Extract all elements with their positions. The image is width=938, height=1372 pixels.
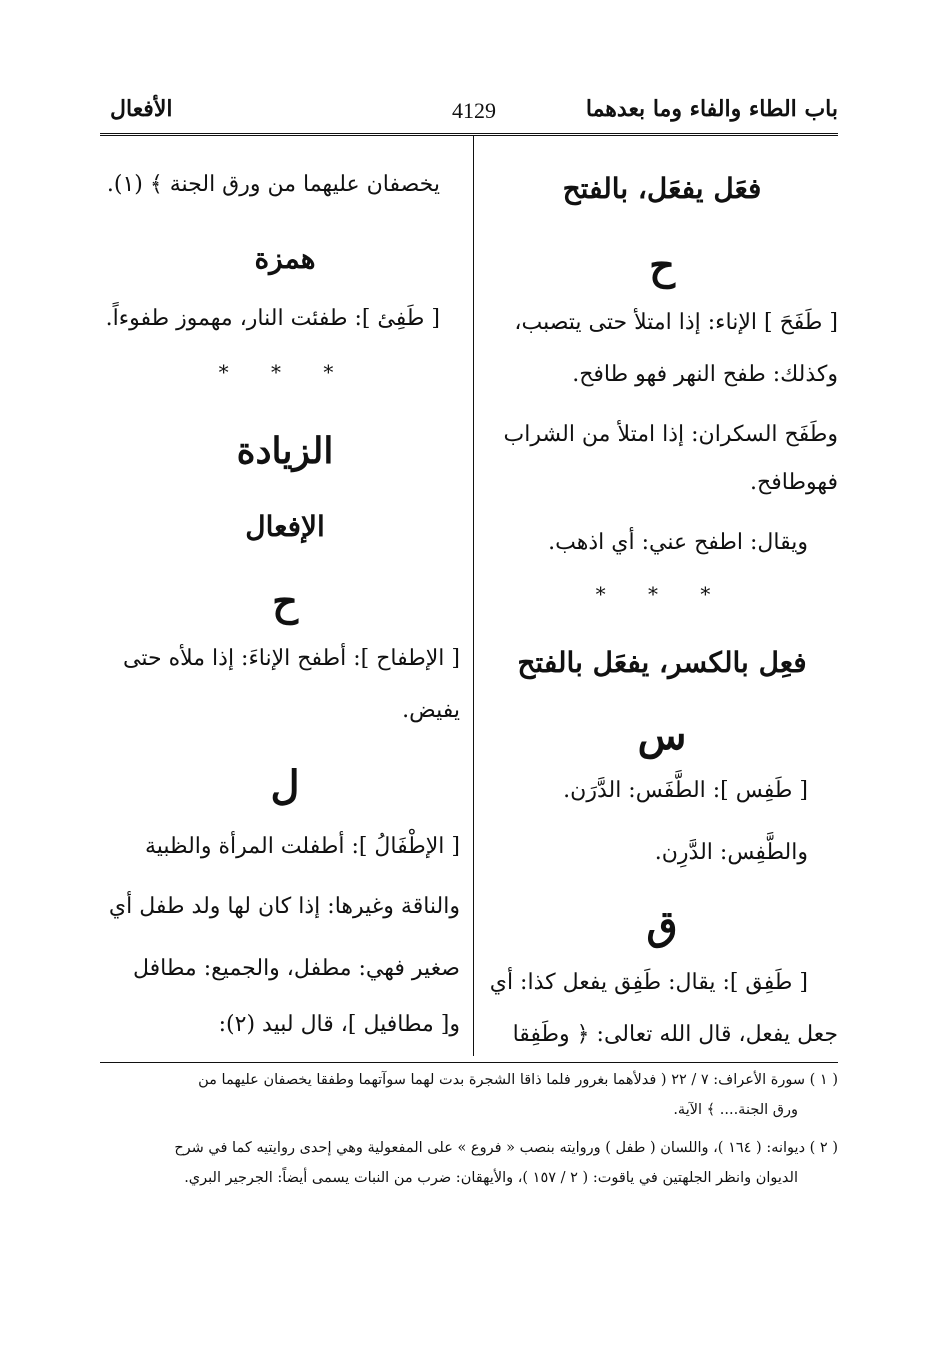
footnote-2: ( ٢ ) ديوانه: ( ١٦٤ )، واللسان ( طفل ) وروايته بنصب « فروع » على المفعولية وهي إحدى روايتيه كما في شرح <box>174 1140 838 1156</box>
entry-line: والطَّفِس: الدَّرِن. <box>654 840 808 865</box>
entry-line: يفيض. <box>402 698 460 723</box>
letter-heading-lam: ل <box>270 762 300 809</box>
section-separator-stars: * * * <box>218 360 352 384</box>
entry-line: جعل يفعل، قال الله تعالى: ﴿ وطَفِقا <box>512 1022 838 1047</box>
entry-itfal: [ الإطْفَالُ ]: أطفلت المرأة والظبية <box>144 834 460 859</box>
header-rule <box>100 133 838 136</box>
entry-line: والناقة وغيرها: إذا كان لها ولد طفل أي <box>108 894 460 919</box>
running-header-section: الأفعال <box>110 96 173 122</box>
letter-heading-ha: ح <box>649 242 675 289</box>
entry-tafaha: [ طَفَحَ ] الإناء: إذا امتلأ حتى يتصبب، <box>514 310 838 335</box>
letter-heading-qaf: ق <box>646 902 678 949</box>
entry-tafiqa: [ طَفِق ]: يقال: طَفِق يفعل كذا: أي <box>489 970 808 995</box>
entry-line: ويقال: اطفح عني: أي اذهب. <box>548 530 808 555</box>
section-heading-hamza: همزة <box>254 242 316 275</box>
entry-tafis: [ طَفِس ]: الطَّفَس: الدَّرَن. <box>563 778 808 803</box>
footnote-1: ( ١ ) سورة الأعراف: ٧ / ٢٢ ( فدلأهما بغرور فلما ذاقا الشجرة بدت لهما سوآتهما وطفقا يخصفان عليهما من <box>198 1072 838 1088</box>
entry-tafia: [ طَفِئ ]: طفئت النار، مهموز طفوءاً. <box>105 306 440 331</box>
section-heading-ziyada: الزيادة <box>236 430 334 472</box>
section-separator-stars: * * * <box>595 582 729 606</box>
running-header-chapter: باب الطاء والفاء وما بعدهما <box>585 96 838 122</box>
section-heading-fatha: فعَل يفعَل، بالفتح <box>562 172 762 205</box>
column-divider <box>473 136 474 1056</box>
footnote-2-continued: الديوان وانظر الجلهتين في ياقوت: ( ٢ / ١٥٧ )، والأيهقان: ضرب من النبات يسمى أيضاً: الجرجير البري. <box>184 1170 798 1186</box>
entry-line: فهوطافح. <box>750 470 838 495</box>
footnote-rule <box>100 1062 838 1063</box>
page-number: 4129 <box>452 98 496 123</box>
entry-line: وطَفَح السكران: إذا امتلأ من الشراب <box>503 422 838 447</box>
letter-heading-sin: س <box>637 712 687 759</box>
entry-line: يخصفان عليهما من ورق الجنة ﴾ (١). <box>106 172 440 197</box>
entry-line: و[ مطافيل ]، قال لبيد (٢): <box>218 1012 460 1037</box>
entry-itfah: [ الإطفاح ]: أطفح الإناءَ: إذا ملأه حتى <box>123 646 460 671</box>
section-heading-kasra: فعِل بالكسر، يفعَل بالفتح <box>517 646 807 679</box>
section-heading-ifal: الإفعال <box>245 510 325 543</box>
entry-line: صغير فهي: مطفل، والجميع: مطافل <box>132 956 460 981</box>
letter-heading-ha: ح <box>272 578 298 625</box>
footnote-1-continued: ورق الجنة.... ﴾ الآية. <box>673 1102 798 1118</box>
entry-line: وكذلك: طفح النهر فهو طافح. <box>572 362 838 387</box>
